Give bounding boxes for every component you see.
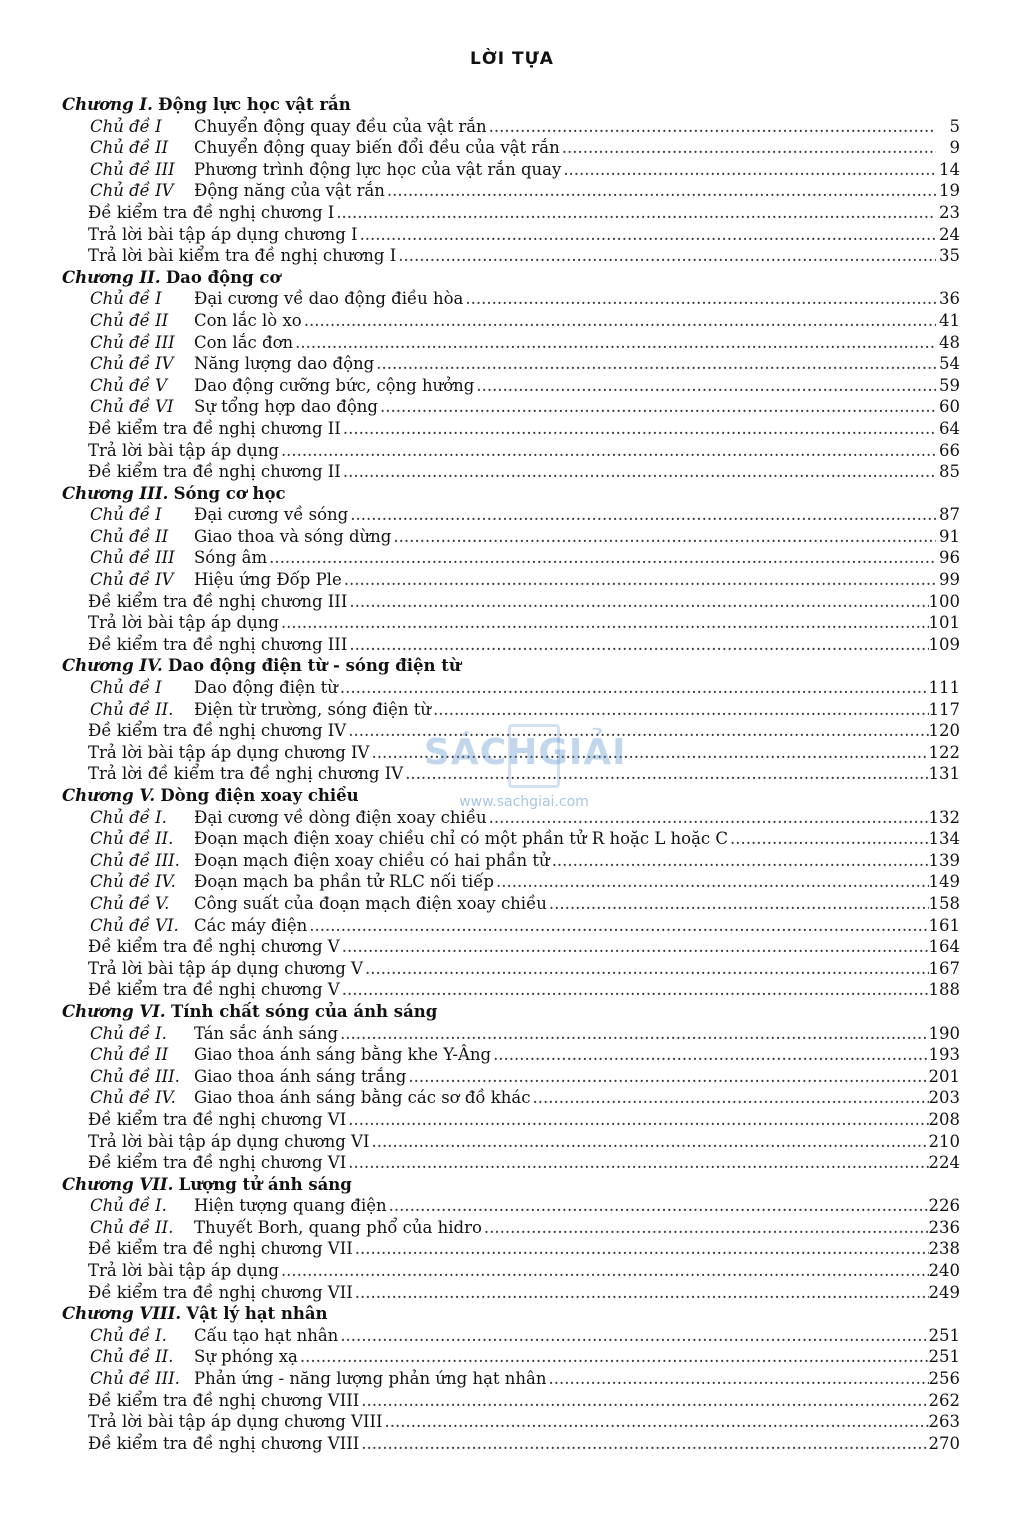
watermark-text: SÁCHGIẢI	[424, 732, 627, 773]
chapter-label: Chương II.	[62, 267, 161, 287]
leader-dots	[340, 936, 929, 958]
leader-dots	[728, 828, 928, 850]
chapter-heading	[62, 655, 960, 677]
page-number: 134	[928, 829, 960, 849]
topic-label: Chủ đề III.	[90, 850, 180, 870]
page-number: 19	[939, 181, 960, 201]
entry-title: Trả lời bài tập áp dụng	[88, 440, 279, 460]
entry-title: Đề kiểm tra đề nghị chương I	[88, 202, 335, 222]
toc-entry	[62, 871, 960, 893]
toc-entry	[62, 1152, 960, 1174]
topic-label: Chủ đề I.	[90, 1196, 167, 1216]
leader-dots	[406, 1066, 928, 1088]
entry-title: Đề kiểm tra đề nghị chương IV	[88, 721, 347, 741]
page-number: 226	[928, 1196, 960, 1216]
leader-dots	[396, 245, 936, 267]
leader-dots	[482, 1217, 929, 1239]
page-number: 87	[939, 505, 960, 525]
entry-title: Đề kiểm tra đề nghị chương V	[88, 937, 340, 957]
toc-entry	[62, 159, 960, 181]
leader-dots	[391, 526, 936, 548]
leader-dots	[374, 353, 936, 375]
leader-dots	[547, 893, 929, 915]
page-number: 35	[939, 246, 960, 266]
page-number: 24	[939, 224, 960, 244]
toc-entry	[62, 763, 960, 785]
chapter-name: Động lực học vật rắn	[158, 95, 351, 114]
page-number: 66	[939, 440, 960, 460]
toc-entry	[62, 893, 960, 915]
toc-entry	[62, 202, 960, 224]
leader-dots	[346, 1152, 928, 1174]
toc-entry	[62, 224, 960, 246]
chapter-name: Tính chất sóng của ánh sáng	[170, 1001, 438, 1021]
page-number: 100	[928, 591, 960, 611]
leader-dots	[338, 677, 929, 699]
topic-label: Chủ đề III	[90, 159, 175, 179]
toc-entry	[62, 1346, 960, 1368]
toc-entry	[62, 699, 960, 721]
leader-dots	[334, 202, 936, 224]
leader-dots	[346, 1109, 928, 1131]
toc-entry	[62, 850, 960, 872]
page-number: 164	[928, 937, 960, 957]
page-number: 262	[928, 1390, 960, 1410]
entry-title: Đề kiểm tra đề nghị chương II	[88, 462, 341, 482]
topic-label: Chủ đề IV	[90, 354, 174, 374]
topic-title: Đại cương về sóng	[194, 505, 349, 525]
toc-entry	[62, 418, 960, 440]
entry-title: Đề kiểm tra đề nghị chương III	[88, 634, 348, 654]
page-number: 48	[939, 332, 960, 352]
toc-entry	[62, 1044, 960, 1066]
leader-dots	[293, 332, 936, 354]
chapter-label: Chương III.	[62, 483, 169, 503]
entry-title: Đề kiểm tra đề nghị chương V	[88, 980, 340, 1000]
toc-entry	[62, 1325, 960, 1347]
leader-dots	[279, 440, 936, 462]
chapter-label: Chương VII.	[62, 1174, 174, 1194]
topic-title: Sự phóng xạ	[194, 1347, 298, 1367]
leader-dots	[359, 1433, 928, 1455]
page-number: 9	[949, 138, 960, 158]
topic-title: Tán sắc ánh sáng	[194, 1023, 339, 1043]
leader-dots	[338, 1023, 928, 1045]
toc-entry	[62, 591, 960, 613]
page-number: 240	[928, 1261, 960, 1281]
page-number: 132	[928, 807, 960, 827]
topic-label: Chủ đề I.	[90, 1023, 167, 1043]
toc-entry	[62, 461, 960, 483]
topic-label: Chủ đề V.	[90, 893, 170, 913]
chapter-label: Chương V.	[62, 786, 156, 805]
page-number: 193	[928, 1045, 960, 1065]
topic-title: Giao thoa ánh sáng bằng các sơ đồ khác	[194, 1088, 531, 1108]
leader-dots	[298, 1346, 929, 1368]
entry-title: Trả lời bài tập áp dụng	[88, 1261, 279, 1281]
topic-title: Dao động điện từ	[194, 678, 338, 698]
leader-dots	[387, 1195, 929, 1217]
toc-entry	[62, 1282, 960, 1304]
entry-title: Đề kiểm tra đề nghị chương VII	[88, 1239, 353, 1259]
topic-label: Chủ đề III	[90, 332, 175, 352]
topic-label: Chủ đề II.	[90, 829, 174, 849]
leader-dots	[302, 310, 936, 332]
toc-entry	[62, 720, 960, 742]
topic-label: Chủ đề VI.	[90, 915, 179, 935]
leader-dots	[494, 871, 929, 893]
leader-dots	[338, 1325, 928, 1347]
page-number: 36	[939, 289, 960, 309]
topic-title: Cấu tạo hạt nhân	[194, 1325, 339, 1345]
topic-label: Chủ đề IV.	[90, 1088, 176, 1108]
page-number: 158	[928, 893, 960, 913]
leader-dots	[340, 979, 929, 1001]
page-number: 85	[939, 462, 960, 482]
toc-entry	[62, 1066, 960, 1088]
topic-label: Chủ đề III.	[90, 1066, 180, 1086]
leader-dots	[491, 1044, 928, 1066]
page-number: 117	[928, 699, 960, 719]
leader-dots	[547, 1368, 929, 1390]
topic-title: Công suất của đoạn mạch điện xoay chiều	[194, 893, 547, 913]
chapter-heading	[62, 483, 960, 505]
topic-label: Chủ đề III.	[90, 1369, 180, 1389]
entry-title: Trả lời bài tập áp dụng chương V	[88, 958, 363, 978]
page-number: 41	[939, 310, 960, 330]
topic-label: Chủ đề II	[90, 310, 169, 330]
leader-dots	[353, 1238, 929, 1260]
page-number: 131	[928, 764, 960, 784]
toc-entry	[62, 828, 960, 850]
toc-entry	[62, 1411, 960, 1433]
page-number: 59	[939, 375, 960, 395]
entry-title: Đề kiểm tra đề nghị chương VI	[88, 1109, 347, 1129]
toc-entry	[62, 569, 960, 591]
toc-entry	[62, 180, 960, 202]
leader-dots	[383, 1411, 929, 1433]
topic-label: Chủ đề IV.	[90, 872, 176, 892]
leader-dots	[363, 958, 929, 980]
topic-label: Chủ đề V	[90, 375, 167, 395]
leader-dots	[279, 612, 929, 634]
topic-title: Dao động cưỡng bức, cộng hưởng	[194, 375, 475, 395]
toc-entry	[62, 1260, 960, 1282]
page-number: 5	[949, 116, 960, 136]
topic-label: Chủ đề I.	[90, 1325, 167, 1345]
topic-title: Phản ứng - năng lượng phản ứng hạt nhân	[194, 1369, 547, 1389]
page-number: 23	[939, 202, 960, 222]
leader-dots	[550, 850, 929, 872]
leader-dots	[307, 915, 928, 937]
topic-label: Chủ đề III	[90, 548, 175, 568]
page-number: 249	[928, 1282, 960, 1302]
toc-entry	[62, 116, 960, 138]
topic-label: Chủ đề VI	[90, 397, 174, 417]
topic-title: Đoạn mạch điện xoay chiều chỉ có một phần tử R hoặc L hoặc C	[194, 829, 729, 849]
toc-entry	[62, 958, 960, 980]
toc-entry	[62, 1217, 960, 1239]
leader-dots	[487, 807, 929, 829]
entry-title: Trả lời bài kiểm tra đề nghị chương I	[88, 246, 397, 266]
entry-title: Đề kiểm tra đề nghị chương II	[88, 418, 341, 438]
toc-entry	[62, 677, 960, 699]
topic-title: Sóng âm	[194, 548, 268, 568]
topic-title: Chuyển động quay đều của vật rắn	[194, 116, 487, 136]
toc-entry	[62, 1390, 960, 1412]
chapter-label: Chương VI.	[62, 1001, 166, 1021]
page-number: 201	[928, 1066, 960, 1086]
toc-entry	[62, 547, 960, 569]
toc-entry	[62, 137, 960, 159]
toc-entry	[62, 504, 960, 526]
leader-dots	[342, 569, 936, 591]
leader-dots	[369, 1131, 928, 1153]
toc-entry	[62, 375, 960, 397]
entry-title: Đề kiểm tra đề nghị chương VI	[88, 1153, 347, 1173]
leader-dots	[267, 547, 936, 569]
chapter-heading	[62, 1174, 960, 1196]
leader-dots	[385, 180, 936, 202]
page-number: 251	[928, 1347, 960, 1367]
topic-title: Đại cương về dao động điều hòa	[194, 289, 464, 309]
page-number: 60	[939, 397, 960, 417]
page-number: 149	[928, 872, 960, 892]
topic-title: Hiệu ứng Đốp Ple	[194, 570, 342, 590]
page-number: 203	[928, 1088, 960, 1108]
chapter-label: Chương IV.	[62, 656, 163, 676]
toc-entry	[62, 1109, 960, 1131]
page-number: 256	[928, 1369, 960, 1389]
page-number: 14	[939, 159, 960, 179]
chapter-name: Dao động cơ	[165, 267, 281, 287]
page-number: 161	[928, 915, 960, 935]
leader-dots	[369, 742, 928, 764]
page-number: 96	[939, 548, 960, 568]
page-number: 122	[928, 742, 960, 762]
entry-title: Đề kiểm tra đề nghị chương VIII	[88, 1390, 360, 1410]
leader-dots	[341, 418, 936, 440]
chapter-name: Dòng điện xoay chiều	[160, 786, 359, 805]
page-number: 54	[939, 354, 960, 374]
topic-title: Giao thoa ánh sáng trắng	[194, 1066, 407, 1086]
chapter-label: Chương I.	[62, 95, 153, 114]
leader-dots	[560, 137, 936, 159]
page-number: 99	[939, 570, 960, 590]
toc-entry	[62, 742, 960, 764]
page-number: 238	[928, 1239, 960, 1259]
page-number: 251	[928, 1325, 960, 1345]
toc-entry	[62, 807, 960, 829]
topic-label: Chủ đề I	[90, 289, 162, 309]
entry-title: Đề kiểm tra đề nghị chương VIII	[88, 1433, 360, 1453]
topic-label: Chủ đề I	[90, 505, 162, 525]
topic-label: Chủ đề II.	[90, 699, 174, 719]
topic-title: Phương trình động lực học của vật rắn quay	[194, 159, 562, 179]
topic-label: Chủ đề II	[90, 526, 169, 546]
chapter-heading	[62, 267, 960, 289]
toc-entry	[62, 288, 960, 310]
topic-title: Đoạn mạch ba phần tử RLC nối tiếp	[194, 872, 494, 892]
topic-label: Chủ đề II.	[90, 1217, 174, 1237]
leader-dots	[358, 224, 936, 246]
entry-title: Đề kiểm tra đề nghị chương VII	[88, 1282, 353, 1302]
page-number: 263	[928, 1412, 960, 1432]
topic-label: Chủ đề I	[90, 116, 162, 136]
chapter-name: Dao động điện từ - sóng điện từ	[168, 656, 461, 676]
page-number: 109	[928, 634, 960, 654]
chapter-label: Chương VIII.	[62, 1304, 182, 1324]
page-number: 120	[928, 721, 960, 741]
page-number: 139	[928, 850, 960, 870]
toc-entry	[62, 1368, 960, 1390]
topic-title: Con lắc đơn	[194, 332, 294, 352]
entry-title: Trả lời đề kiểm tra đề nghị chương IV	[88, 764, 404, 784]
toc-entry	[62, 936, 960, 958]
leader-dots	[561, 159, 936, 181]
page-number: 190	[928, 1023, 960, 1043]
topic-title: Đại cương về dòng điện xoay chiều	[194, 807, 487, 827]
topic-title: Chuyển động quay biến đổi đều của vật rắn	[194, 138, 560, 158]
topic-title: Động năng của vật rắn	[194, 181, 385, 201]
topic-title: Thuyết Borh, quang phổ của hidro	[194, 1217, 482, 1237]
entry-title: Đề kiểm tra đề nghị chương III	[88, 591, 348, 611]
chapter-heading	[62, 94, 960, 116]
entry-title: Trả lời bài tập áp dụng chương I	[88, 224, 358, 244]
toc-entry	[62, 1023, 960, 1045]
page-number: 224	[928, 1153, 960, 1173]
chapter-name: Vật lý hạt nhân	[186, 1304, 328, 1324]
toc-entry	[62, 1087, 960, 1109]
page-number: 111	[928, 678, 960, 698]
leader-dots	[403, 763, 928, 785]
topic-label: Chủ đề I	[90, 678, 162, 698]
leader-dots	[463, 288, 936, 310]
leader-dots	[347, 591, 928, 613]
page-number: 188	[928, 980, 960, 1000]
leader-dots	[378, 396, 936, 418]
topic-label: Chủ đề IV	[90, 570, 174, 590]
toc-entry	[62, 332, 960, 354]
topic-title: Điện từ trường, sóng điện từ	[194, 699, 432, 719]
leader-dots	[530, 1087, 928, 1109]
chapter-heading	[62, 1303, 960, 1325]
toc-entry	[62, 1131, 960, 1153]
leader-dots	[487, 116, 936, 138]
topic-label: Chủ đề I.	[90, 807, 167, 827]
entry-title: Trả lời bài tập áp dụng chương VI	[88, 1131, 370, 1151]
leader-dots	[359, 1390, 928, 1412]
table-of-contents	[62, 94, 960, 1454]
page-number: 236	[928, 1217, 960, 1237]
page-title: LỜI TỰA	[470, 49, 554, 69]
toc-entry	[62, 1433, 960, 1455]
chapter-heading	[62, 785, 960, 807]
topic-title: Giao thoa và sóng dừng	[194, 526, 392, 546]
topic-label: Chủ đề II	[90, 1045, 169, 1065]
toc-entry	[62, 634, 960, 656]
entry-title: Trả lời bài tập áp dụng chương IV	[88, 742, 370, 762]
topic-title: Giao thoa ánh sáng bằng khe Y-Âng	[194, 1045, 492, 1065]
watermark-url: www.sachgiai.com	[459, 794, 589, 810]
toc-entry	[62, 979, 960, 1001]
toc-entry	[62, 1195, 960, 1217]
chapter-heading	[62, 1001, 960, 1023]
chapter-name: Sóng cơ học	[173, 483, 286, 503]
page-number: 210	[928, 1131, 960, 1151]
topic-label: Chủ đề IV	[90, 181, 174, 201]
topic-title: Hiện tượng quang điện	[194, 1196, 387, 1216]
toc-entry	[62, 1238, 960, 1260]
leader-dots	[347, 634, 928, 656]
page-number: 101	[928, 613, 960, 633]
leader-dots	[431, 699, 928, 721]
topic-label: Chủ đề II.	[90, 1347, 174, 1367]
topic-title: Các máy điện	[194, 915, 308, 935]
page-number: 167	[928, 958, 960, 978]
leader-dots	[348, 504, 936, 526]
topic-title: Đoạn mạch điện xoay chiều có hai phần tử	[194, 850, 550, 870]
page-number: 64	[939, 418, 960, 438]
toc-entry	[62, 245, 960, 267]
topic-title: Con lắc lò xo	[194, 310, 302, 330]
page-number: 208	[928, 1109, 960, 1129]
entry-title: Trả lời bài tập áp dụng	[88, 613, 279, 633]
leader-dots	[341, 461, 936, 483]
toc-entry	[62, 440, 960, 462]
toc-entry	[62, 310, 960, 332]
topic-title: Năng lượng dao động	[194, 354, 375, 374]
chapter-name: Lượng tử ánh sáng	[178, 1174, 352, 1194]
toc-entry	[62, 915, 960, 937]
toc-entry	[62, 526, 960, 548]
topic-title: Sự tổng hợp dao động	[194, 397, 378, 417]
topic-label: Chủ đề II	[90, 138, 169, 158]
leader-dots	[474, 375, 936, 397]
leader-dots	[346, 720, 928, 742]
page-number: 270	[928, 1433, 960, 1453]
toc-entry	[62, 612, 960, 634]
entry-title: Trả lời bài tập áp dụng chương VIII	[88, 1412, 383, 1432]
leader-dots	[353, 1282, 929, 1304]
toc-entry	[62, 353, 960, 375]
leader-dots	[279, 1260, 929, 1282]
toc-entry	[62, 396, 960, 418]
page-number: 91	[939, 526, 960, 546]
